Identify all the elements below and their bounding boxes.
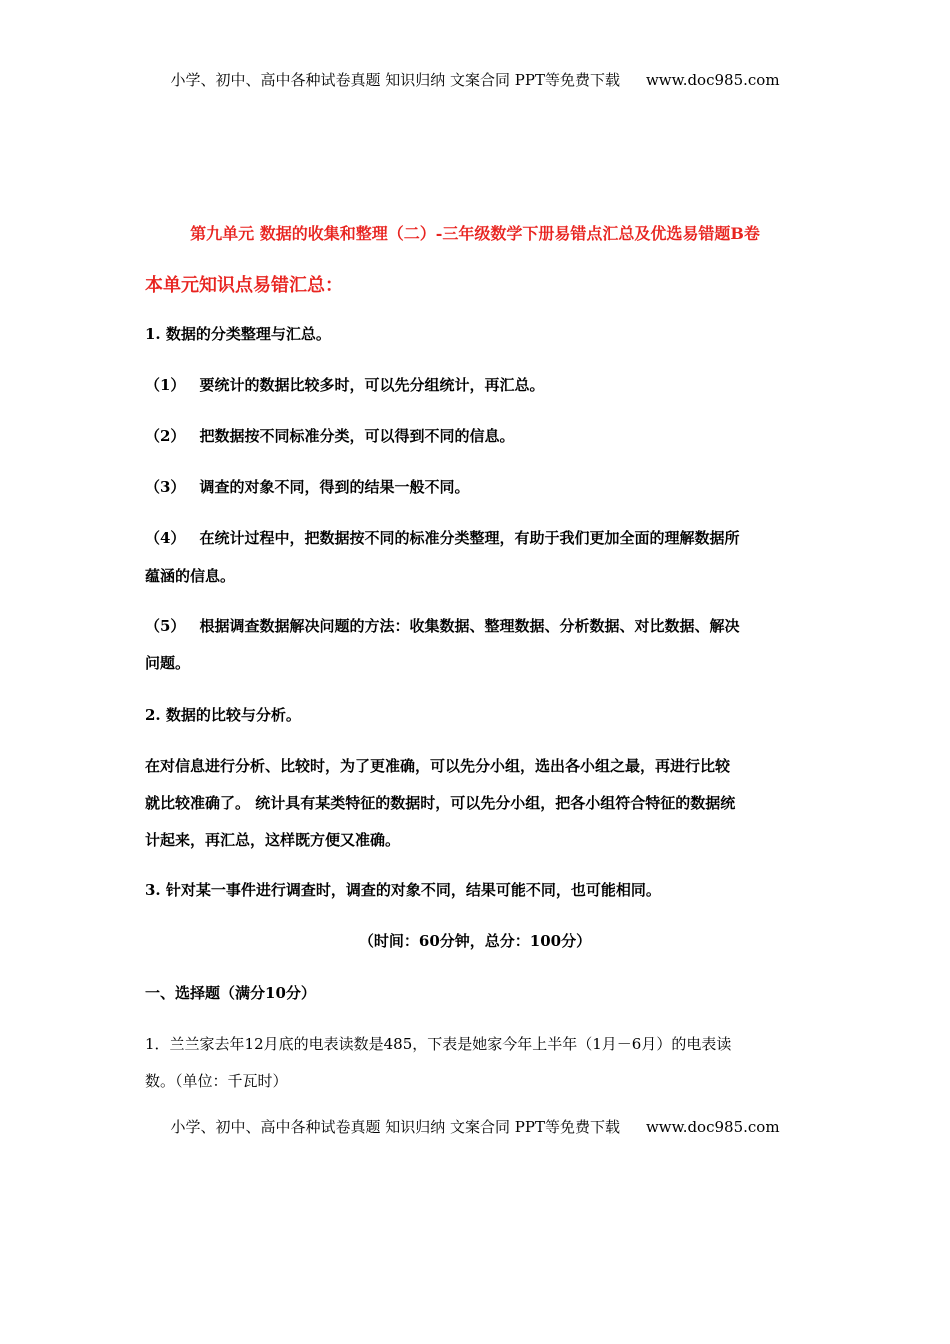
point-3-heading: 3. 针对某一事件进行调查时，调查的对象不同，结果可能不同，也可能相同。 xyxy=(145,881,661,899)
point-1-item-2 xyxy=(145,425,810,446)
point-1-item-5-continued: 问题。 xyxy=(145,654,191,672)
item-number: （3） xyxy=(145,478,186,496)
footer-text: 小学、初中、高中各种试卷真题 知识归纳 文案合同 PPT等免费下载 xyxy=(170,1118,620,1136)
summary-title: 本单元知识点易错汇总： xyxy=(145,275,343,296)
question-1-line-2: 数。（单位：千瓦时） xyxy=(145,1072,288,1090)
item-text: 根据调查数据解决问题的方法：收集数据、整理数据、分析数据、对比数据、解决 xyxy=(199,617,740,635)
exam-info: （时间：60分钟，总分：100分） xyxy=(358,932,592,950)
item-number: （4） xyxy=(145,529,186,547)
item-text: 把数据按不同标准分类，可以得到不同的信息。 xyxy=(199,427,515,445)
question-1-line-1: 1．兰兰家去年12月底的电表读数是485，下表是她家今年上半年（1月－6月）的电表读 xyxy=(145,1035,732,1053)
point-2-line-3: 计起来，再汇总，这样既方便又准确。 xyxy=(145,831,401,849)
item-number: （1） xyxy=(145,376,186,394)
header-url[interactable]: www.doc985.com xyxy=(645,71,780,89)
point-2-heading: 2. 数据的比较与分析。 xyxy=(145,706,301,724)
page-footer xyxy=(0,1116,950,1137)
document-title: 第九单元 数据的收集和整理（二）-三年级数学下册易错点汇总及优选易错题B卷 xyxy=(190,224,760,243)
point-1-item-1 xyxy=(145,374,810,395)
point-1-heading: 1. 数据的分类整理与汇总。 xyxy=(145,325,331,343)
point-1-item-5 xyxy=(145,615,810,636)
item-text: 要统计的数据比较多时，可以先分组统计，再汇总。 xyxy=(199,376,545,394)
item-number: （2） xyxy=(145,427,186,445)
point-1-item-3 xyxy=(145,476,810,497)
page-header xyxy=(0,69,950,90)
point-2-line-1: 在对信息进行分析、比较时，为了更准确，可以先分小组，选出各小组之最，再进行比较 xyxy=(145,757,731,775)
item-text: 调查的对象不同，得到的结果一般不同。 xyxy=(199,478,470,496)
section-1-title: 一、选择题（满分10分） xyxy=(145,984,316,1002)
point-1-item-4-continued: 蕴涵的信息。 xyxy=(145,567,236,585)
header-text: 小学、初中、高中各种试卷真题 知识归纳 文案合同 PPT等免费下载 xyxy=(170,71,620,89)
item-text: 在统计过程中，把数据按不同的标准分类整理，有助于我们更加全面的理解数据所 xyxy=(199,529,740,547)
point-2-line-2: 就比较准确了。 统计具有某类特征的数据时，可以先分小组，把各小组符合特征的数据统 xyxy=(145,794,736,812)
item-number: （5） xyxy=(145,617,186,635)
footer-url[interactable]: www.doc985.com xyxy=(645,1118,780,1136)
point-1-item-4 xyxy=(145,527,810,548)
